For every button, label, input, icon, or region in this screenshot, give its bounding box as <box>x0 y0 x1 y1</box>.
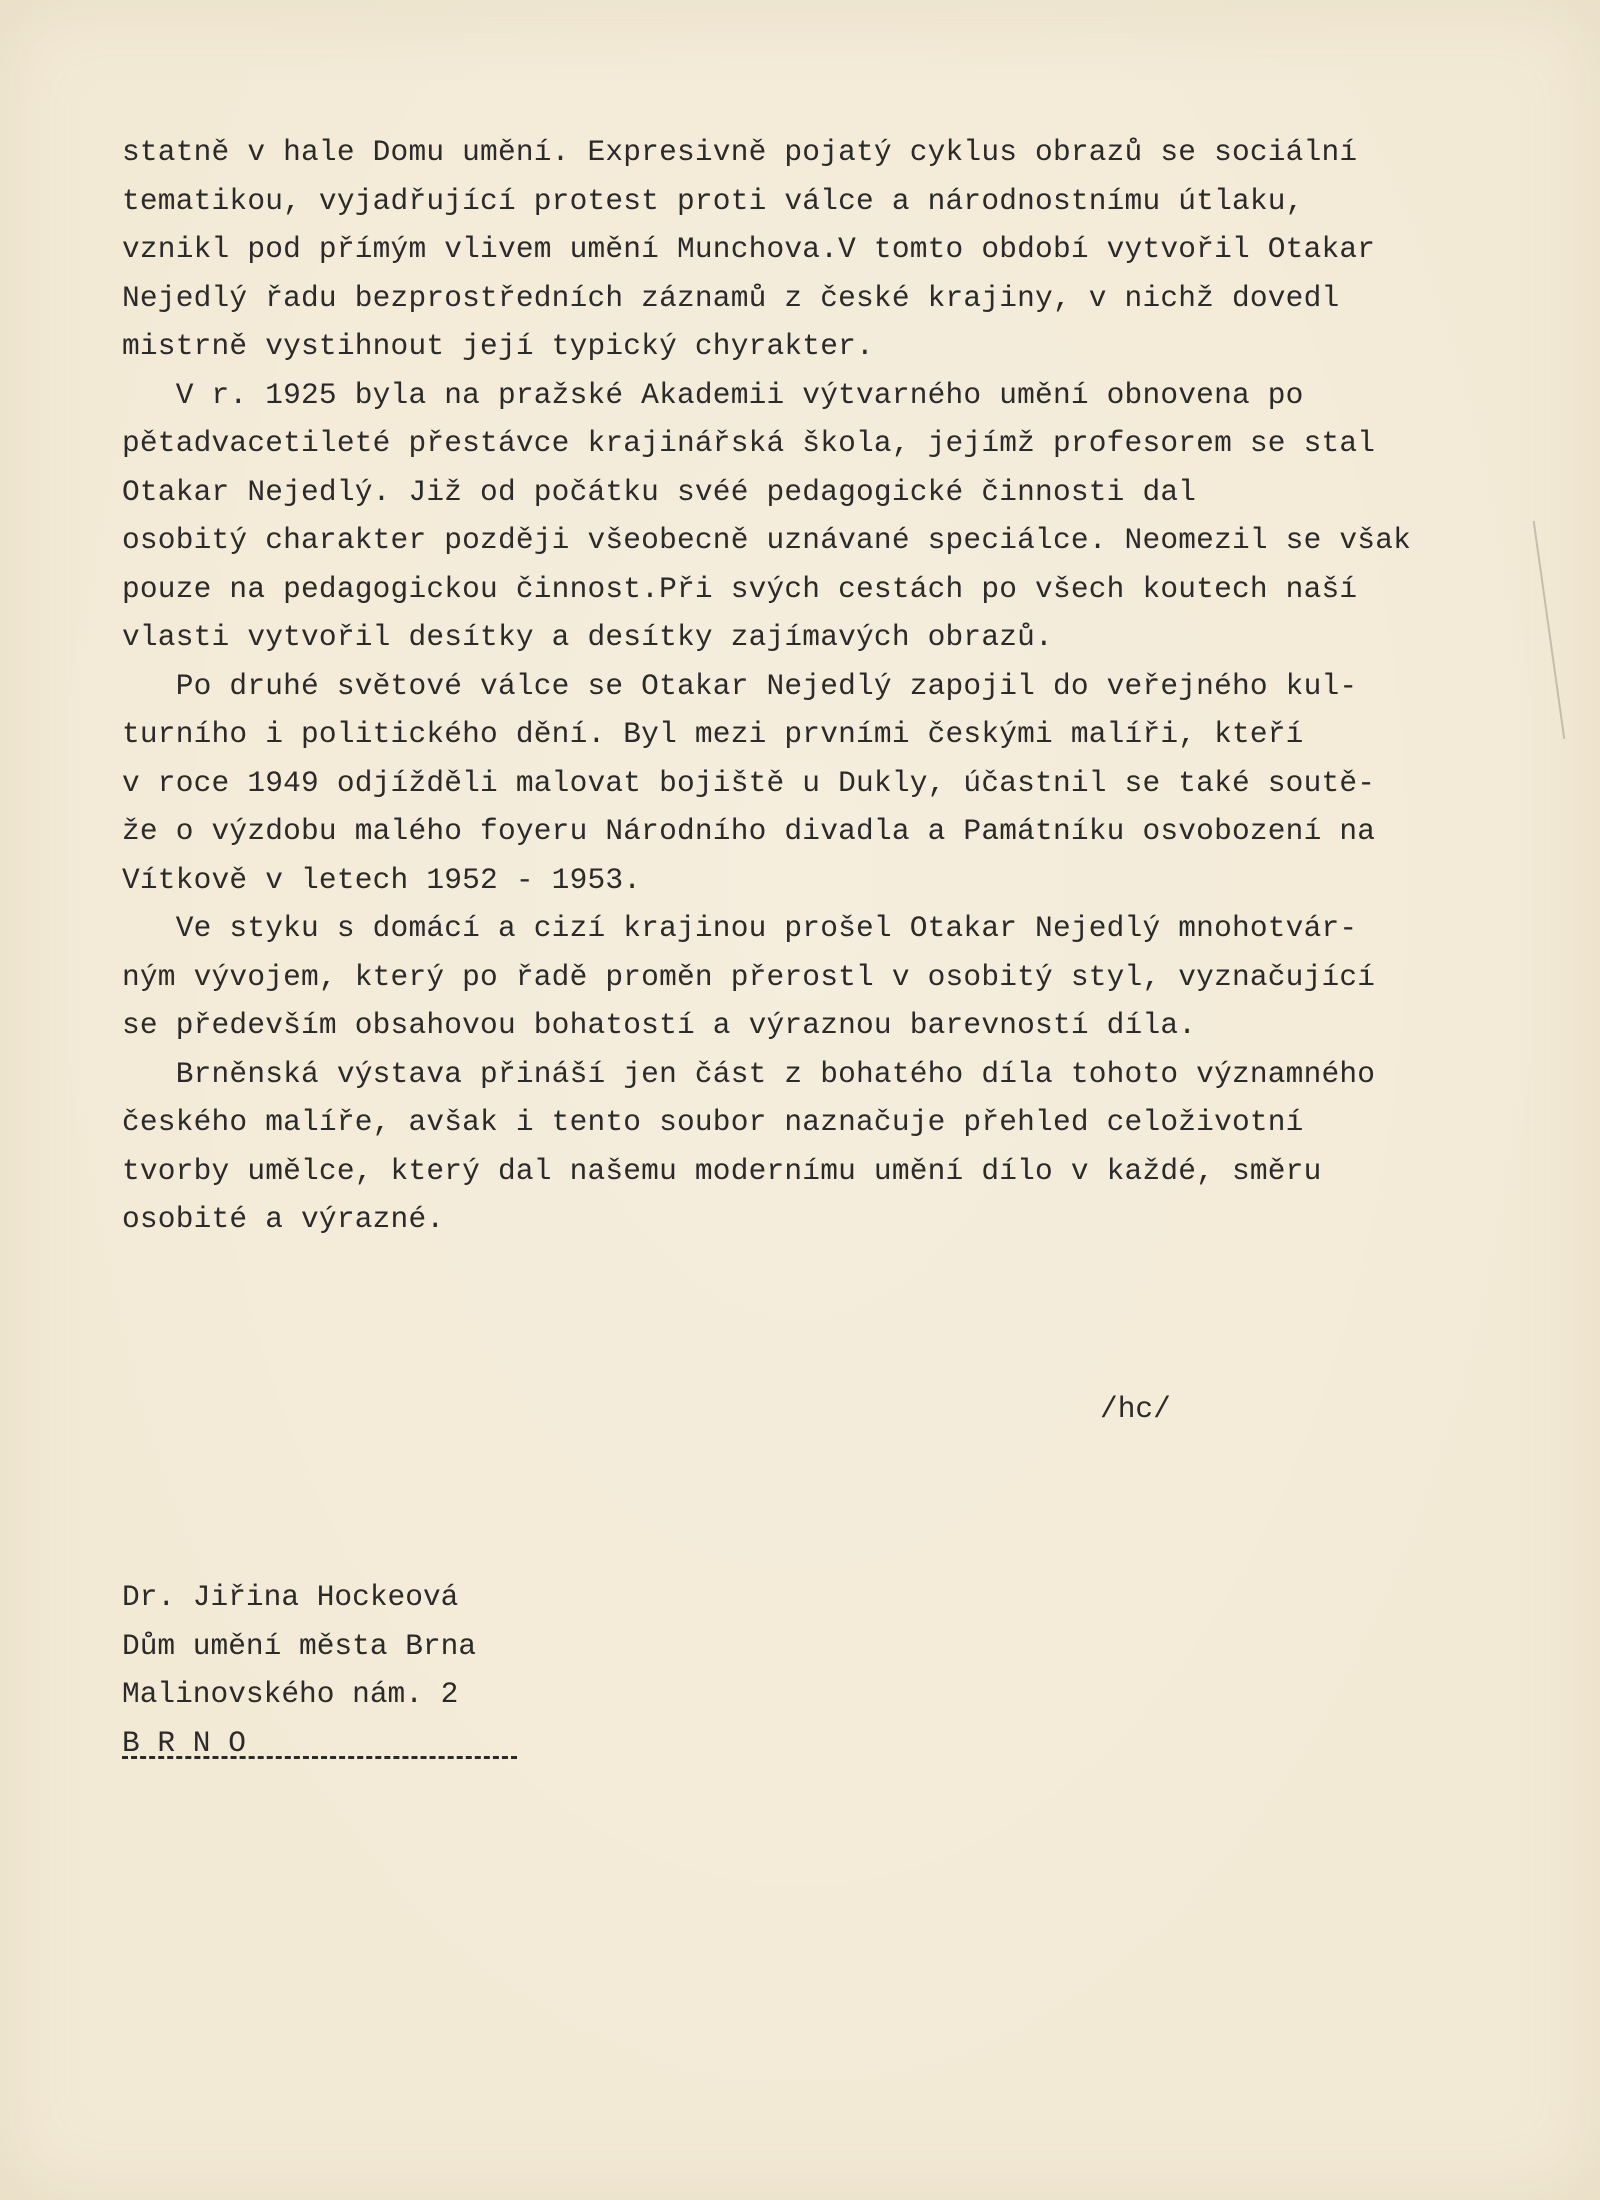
text-line: osobitý charakter později všeobecně uznávané speciálce. Neomezil se však <box>122 523 1412 557</box>
address-city: B R N O <box>122 1725 246 1760</box>
author-initials: /hc/ <box>1100 1392 1171 1426</box>
text-line: Brněnská výstava přináší jen část z bohatého díla tohoto významného <box>122 1056 1376 1091</box>
text-line: tvorby umělce, který dal našemu modernímu umění dílo v každé, směru <box>122 1153 1322 1188</box>
text-line: Otakar Nejedlý. Již od počátku svéé pedagogické činnosti dal <box>122 474 1215 509</box>
letter-body <box>122 128 1562 1244</box>
text-line: pouze na pedagogickou činnost.Při svých cestách po všech koutech naší <box>122 571 1358 606</box>
text-line: Vítkově v letech 1952 - 1953. <box>122 862 642 897</box>
text-line: Nejedlý řadu bezprostředních záznamů z české krajiny, v nichž dovedl <box>122 280 1340 315</box>
text-line: tematikou, vyjadřující protest proti válce a národnostnímu útlaku, <box>122 183 1304 218</box>
city-underline <box>122 1756 517 1759</box>
text-line: že o výzdobu malého foyeru Národního divadla a Památníku osvobození na <box>122 814 1376 848</box>
text-line: vlasti vytvořil desítky a desítky zajímavých obrazů. <box>122 620 1053 654</box>
text-line: vznikl pod přímým vlivem umění Munchova.V tomto období vytvořil Otakar <box>122 232 1376 266</box>
text-line: V r. 1925 byla na pražské Akademii výtvarného umění obnovena po <box>122 377 1304 412</box>
text-line: českého malíře, avšak i tento soubor naznačuje přehled celoživotní <box>122 1105 1304 1139</box>
text-line: se především obsahovou bohatostí a výraznou barevností díla. <box>122 1008 1197 1042</box>
text-line: ným vývojem, který po řadě proměn přerostl v osobitý styl, vyznačující <box>122 959 1376 994</box>
text-line: mistrně vystihnout její typický chyrakter. <box>122 329 874 363</box>
address-street: Malinovského nám. 2 <box>122 1677 459 1711</box>
text-line: Po druhé světové válce se Otakar Nejedlý zapojil do veřejného kul- <box>122 668 1358 703</box>
text-line: turního i politického dění. Byl mezi prvními českými malíři, kteří <box>122 717 1304 751</box>
address-name: Dr. Jiřina Hockeová <box>122 1580 459 1614</box>
text-line: osobité a výrazné. <box>122 1202 445 1236</box>
text-line: v roce 1949 odjížděli malovat bojiště u Dukly, účastnil se také soutě- <box>122 765 1376 800</box>
text-line: statně v hale Domu umění. Expresivně pojatý cyklus obrazů se sociální <box>122 135 1358 169</box>
address-block <box>122 1573 476 1767</box>
address-institution: Dům umění města Brna <box>122 1628 477 1663</box>
text-line: pětadvacetileté přestávce krajinářská škola, jejímž profesorem se stal <box>122 426 1376 460</box>
text-line: Ve styku s domácí a cizí krajinou prošel Otakar Nejedlý mnohotvár- <box>122 911 1358 945</box>
